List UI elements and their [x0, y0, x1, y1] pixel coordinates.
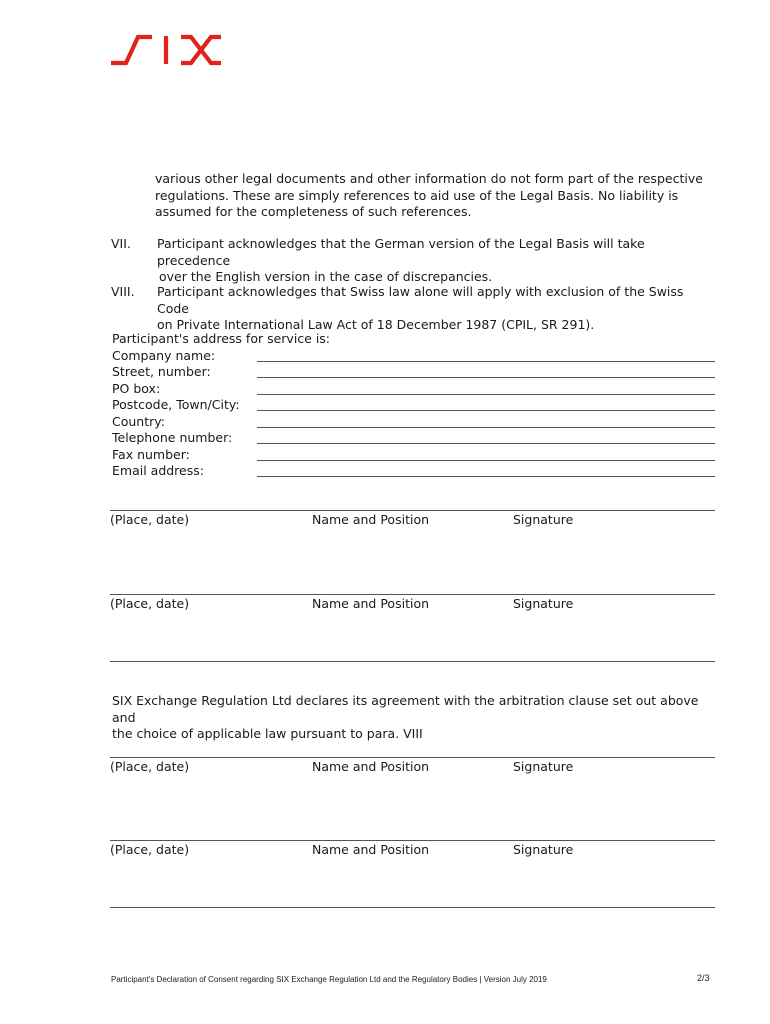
telephone-label: Telephone number:	[112, 430, 233, 445]
signature-line[interactable]	[110, 594, 715, 595]
signature-label: Signature	[513, 596, 574, 611]
email-field[interactable]	[257, 476, 715, 477]
telephone-field[interactable]	[257, 443, 715, 444]
six-logo	[110, 34, 222, 66]
signature-label: Signature	[513, 842, 574, 857]
text-line: on Private International Law Act of 18 December 1987 (CPIL, SR 291).	[157, 317, 595, 333]
street-number-label: Street, number:	[112, 364, 211, 379]
street-number-field[interactable]	[257, 377, 715, 378]
place-date-label: (Place, date)	[110, 842, 190, 857]
text-line: Participant acknowledges that Swiss law alone will apply with exclusion of the Swiss Code	[157, 284, 684, 316]
company-name-field[interactable]	[257, 361, 715, 362]
text-line: regulations. These are simply references to aid use of the Legal Basis. No liability is	[155, 187, 679, 203]
item-number-viii: VIII.	[111, 284, 135, 299]
text-line: Participant acknowledges that the German version of the Legal Basis will take precedence	[157, 236, 645, 268]
text-line: the choice of applicable law pursuant to para. VIII	[112, 726, 423, 742]
text-line: various other legal documents and other information do not form part of the respective	[155, 171, 703, 186]
place-date-label: (Place, date)	[110, 596, 190, 611]
item-text-viii	[157, 284, 717, 334]
postcode-city-label: Postcode, Town/City:	[112, 397, 240, 412]
country-label: Country:	[112, 414, 165, 429]
name-position-label: Name and Position	[312, 759, 430, 774]
name-position-label: Name and Position	[312, 596, 430, 611]
continuation-paragraph	[155, 171, 715, 221]
signature-line[interactable]	[110, 840, 715, 841]
place-date-label: (Place, date)	[110, 759, 190, 774]
item-number-vii: VII.	[111, 236, 131, 251]
six-logo-icon	[110, 34, 222, 66]
address-heading: Participant's address for service is:	[112, 331, 331, 346]
section-divider	[110, 907, 715, 908]
footer-text: Participant's Declaration of Consent regarding SIX Exchange Regulation Ltd and the Regulatory Bodies | Version July 2019	[111, 975, 547, 984]
text-line: assumed for the completeness of such references.	[155, 204, 472, 220]
name-position-label: Name and Position	[312, 512, 430, 527]
text-line: over the English version in the case of discrepancies.	[159, 269, 493, 285]
postcode-city-field[interactable]	[257, 410, 715, 411]
text-line: SIX Exchange Regulation Ltd declares its agreement with the arbitration clause set out above and	[112, 693, 699, 725]
signature-label: Signature	[513, 759, 574, 774]
fax-field[interactable]	[257, 460, 715, 461]
signature-line[interactable]	[110, 510, 715, 511]
signature-line[interactable]	[110, 757, 715, 758]
item-text-vii	[157, 236, 717, 286]
email-label: Email address:	[112, 463, 204, 478]
country-field[interactable]	[257, 427, 715, 428]
section-divider	[110, 661, 715, 662]
company-name-label: Company name:	[112, 348, 216, 363]
agreement-paragraph	[112, 693, 722, 743]
po-box-field[interactable]	[257, 394, 715, 395]
po-box-label: PO box:	[112, 381, 161, 396]
signature-label: Signature	[513, 512, 574, 527]
place-date-label: (Place, date)	[110, 512, 190, 527]
page-number: 2/3	[697, 973, 710, 983]
fax-label: Fax number:	[112, 447, 190, 462]
name-position-label: Name and Position	[312, 842, 430, 857]
